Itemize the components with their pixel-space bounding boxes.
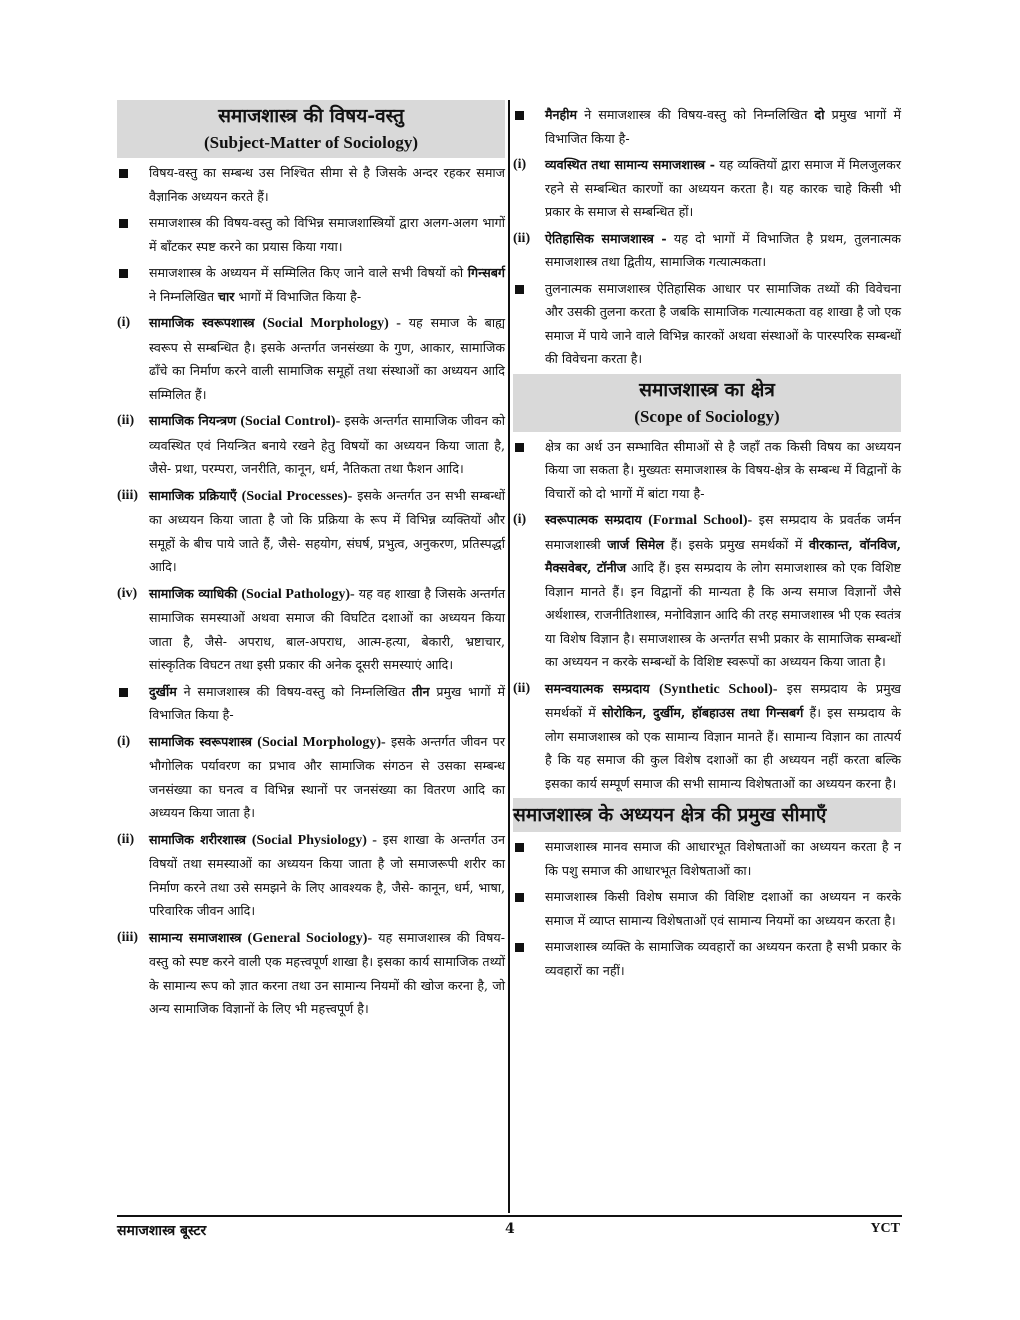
bullet-item: समाजशास्त्र के अध्ययन में सम्मिलित किए जाने वाले सभी विषयों को गिन्सबर्ग ने निम्नलिखित चार भागों में विभाजित किया है- [117, 261, 505, 308]
numbered-item: (ii) समन्वयात्मक सम्प्रदाय (Synthetic School)- इस सम्प्रदाय के प्रमुख समर्थकों में सोरोकिन, दुर्खीम, हॉबहाउस तथा गिन्सबर्ग हैं। इस सम्प्रदाय के लोग समाजशास्त्र को एक सामान्य विज्ञान मानते हैं। सामान्य विज्ञान का तात्पर्य है कि यह समाज की कुल विशेष दशाओं का ही अध्ययन नहीं करता बल्कि इसका कार्य सम्पूर्ण समाज की सभी सामान्य विशेषताओं का अध्ययन करना है। [513, 680, 901, 791]
square-bullet-icon [515, 285, 524, 294]
bullet-item: समाजशास्त्र की विषय-वस्तु को विभिन्न समाजशास्त्रियों द्वारा अलग-अलग भागों में बाँटकर स्पष्ट करने का प्रयास किया गया। [117, 211, 505, 258]
footer-book-title: समाजशास्त्र बूस्टर [117, 1223, 207, 1239]
right-column [513, 100, 901, 985]
numbered-item: (i) स्वरूपात्मक सम्प्रदाय (Formal School)- इस सम्प्रदाय के प्रवर्तक जर्मन समाजशास्त्री जार्ज सिमेल हैं। इसके प्रमुख समर्थकों में वीरकान्त, वॉनविज, मैक्सवेबर, टॉनीज आदि हैं। इस सम्प्रदाय के लोग समाजशास्त्र को एक विशिष्ट विज्ञान मानते हैं। इन विद्वानों की मान्यता है कि अन्य समाज विज्ञानों जैसे अर्थशास्त्र, राजनीतिशास्त्र, मनोविज्ञान आदि की तरह समाजशास्त्र भी एक स्वतंत्र या विशेष विज्ञान है। समाजशास्त्र के अन्तर्गत सभी प्रकार के सामाजिक सम्बन्धों का अध्ययन न करके सम्बन्धों के विशिष्ट स्वरूपों का अध्ययन किया जाता है। [513, 512, 901, 669]
square-bullet-icon [515, 843, 524, 852]
bullet-item: समाजशास्त्र मानव समाज की आधारभूत विशेषताओं का अध्ययन करता है न कि पशु समाज की आधारभूत विशेषताओं का। [513, 835, 901, 882]
footer-page-number: 4 [505, 1221, 515, 1237]
numbered-item: (ii) सामाजिक नियन्त्रण (Social Control)- इसके अन्तर्गत सामाजिक जीवन को व्यवस्थित एवं नियन्त्रित बनाये रखने हेतु विषयों का अध्ययन किया जाता है, जैसे- प्रथा, परम्परा, जनरीति, कानून, धर्म, नैतिकता तथा फैशन आदि। [117, 413, 505, 476]
square-bullet-icon [119, 169, 128, 178]
column-divider [508, 100, 510, 1213]
section-heading-subject-matter [117, 100, 505, 158]
square-bullet-icon [119, 269, 128, 278]
bullet-item: तुलनात्मक समाजशास्त्र ऐतिहासिक आधार पर सामाजिक तथ्यों की विवेचना और उसकी तुलना करता है जबकि सामाजिक गत्यात्मकता वह शाखा है जो एक समाज में पाये जाने वाले विभिन्न कारकों अथवा संस्थाओं के पारस्परिक सम्बन्धों की विवेचना करता है। [513, 277, 901, 371]
bullet-item: मैनहीम ने समाजशास्त्र की विषय-वस्तु को निम्नलिखित दो प्रमुख भागों में विभाजित किया है- [513, 103, 901, 150]
square-bullet-icon [515, 943, 524, 952]
bullet-item: विषय-वस्तु का सम्बन्ध उस निश्चित सीमा से है जिसके अन्दर रहकर समाज वैज्ञानिक अध्ययन करते हैं। [117, 161, 505, 208]
section-heading-limits: समाजशास्त्र के अध्ययन क्षेत्र की प्रमुख सीमाएँ [513, 798, 901, 832]
page-content [117, 100, 902, 1245]
numbered-item: (i) सामाजिक स्वरूपशास्त्र (Social Morphology) - यह समाज के बाह्य स्वरूप से सम्बन्धित है। इसके अन्तर्गत जनसंख्या के गुण, आकार, सामाजिक ढाँचे का निर्माण करने वाली सामाजिक समूहों तथा संस्थाओं का अध्ययन आदि सम्मिलित हैं। [117, 315, 505, 402]
heading-hindi: समाजशास्त्र की विषय-वस्तु [218, 105, 404, 127]
left-column [117, 100, 505, 1024]
bullet-item: समाजशास्त्र व्यक्ति के सामाजिक व्यवहारों का अध्ययन करता है सभी प्रकार के व्यवहारों का नहीं। [513, 935, 901, 982]
square-bullet-icon [119, 688, 128, 697]
heading-english: (Scope of Sociology) [634, 406, 780, 426]
square-bullet-icon [515, 443, 524, 452]
bullet-item: समाजशास्त्र किसी विशेष समाज की विशिष्ट दशाओं का अध्ययन न करके समाज में व्याप्त सामान्य विशेषताओं एवं सामान्य नियमों का अध्ययन करता है। [513, 885, 901, 932]
numbered-item: (ii) ऐतिहासिक समाजशास्त्र - यह दो भागों में विभाजित है प्रथम, तुलनात्मक समाजशास्त्र तथा द्वितीय, सामाजिक गत्यात्मकता। [513, 230, 901, 269]
numbered-item: (ii) सामाजिक शरीरशास्त्र (Social Physiology) - इस शाखा के अन्तर्गत उन विषयों तथा समस्याओं का अध्ययन किया जाता है जो समाजरूपी शरीर का निर्माण करने तथा उसे समझने के लिए आवश्यक है, जैसे- कानून, धर्म, भाषा, परिवारिक जीवन आदि। [117, 831, 505, 918]
numbered-item: (i) सामाजिक स्वरूपशास्त्र (Social Morphology)- इसके अन्तर्गत जीवन पर भौगोलिक पर्यावरण का प्रभाव और सामाजिक संगठन से उसका सम्बन्ध जनसंख्या का घनत्व व विभिन्न स्थानों पर जनसंख्या का वितरण आदि का अध्ययन किया जाता है। [117, 733, 505, 820]
heading-english: (Subject-Matter of Sociology) [203, 133, 419, 152]
numbered-item: (iii) सामान्य समाजशास्त्र (General Sociology)- यह समाजशास्त्र की विषय-वस्तु को स्पष्ट करने वाली एक महत्त्वपूर्ण शाखा है। इसका कार्य सामाजिक तथ्यों के सामान्य रूप को ज्ञात करना तथा उन सामान्य नियमों की खोज करना है, जो अन्य सामाजिक विज्ञानों के लिए भी महत्त्वपूर्ण है। [117, 929, 505, 1016]
bullet-item: दुर्खीम ने समाजशास्त्र की विषय-वस्तु को निम्नलिखित तीन प्रमुख भागों में विभाजित किया है- [117, 680, 505, 727]
footer-rule [117, 1215, 902, 1217]
section-heading-scope [513, 374, 901, 432]
heading-hindi: समाजशास्त्र का क्षेत्र [639, 378, 775, 401]
square-bullet-icon [515, 893, 524, 902]
numbered-item: (i) व्यवस्थित तथा सामान्य समाजशास्त्र - यह व्यक्तियों द्वारा समाज में मिलजुलकर रहने से सम्बन्धित कारणों का अध्ययन करता है। यह कारक चाहे किसी भी प्रकार के समाज से सम्बन्धित हों। [513, 157, 901, 219]
bullet-item: क्षेत्र का अर्थ उन सम्भावित सीमाओं से है जहाँ तक किसी विषय का अध्ययन किया जा सकता है। मुख्यतः समाजशास्त्र के विषय-क्षेत्र के सम्बन्ध में विद्वानों के विचारों को दो भागों में बांटा गया है- [513, 435, 901, 506]
square-bullet-icon [515, 111, 524, 120]
numbered-item: (iv) सामाजिक व्याधिकी (Social Pathology)- यह वह शाखा है जिसके अन्तर्गत सामाजिक समस्याओं अथवा समाज की विघटित दशाओं का अध्ययन किया जाता है, जैसे- अपराध, बाल-अपराध, आत्म-हत्या, बेकारी, भ्रष्टाचार, सांस्कृतिक विघटन तथा इसी प्रकार की अनेक दूसरी समस्याएं आदि। [117, 585, 506, 672]
square-bullet-icon [119, 219, 128, 228]
footer-publisher: YCT [870, 1221, 900, 1236]
numbered-item: (iii) सामाजिक प्रक्रियाएँ (Social Processes)- इसके अन्तर्गत उन सभी सम्बन्धों का अध्ययन किया जाता है जो कि प्रक्रिया के रूप में विभिन्न व्यक्तियों और समूहों के बीच पाये जाते हैं, जैसे- सहयोग, संघर्ष, प्रभुत्व, अनुकरण, प्रतिस्पर्द्धा आदि। [117, 487, 505, 574]
